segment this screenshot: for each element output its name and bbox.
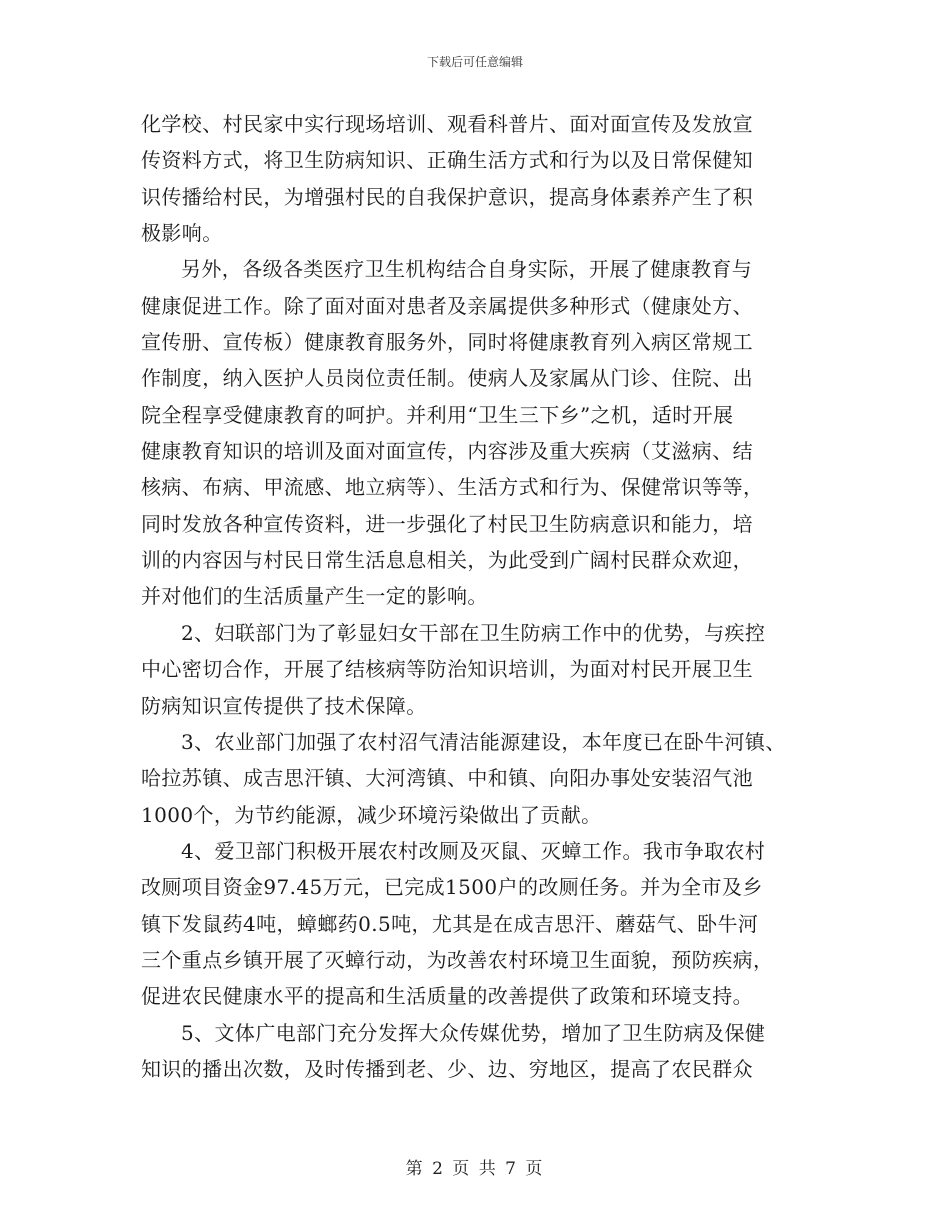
- text-line: 5、文体广电部门充分发挥大众传媒优势，增加了卫生防病及保健: [181, 1020, 766, 1045]
- text-line: 并对他们的生活质量产生一定的影响。: [141, 584, 488, 609]
- text-line: 院全程享受健康教育的呵护。并利用“卫生三下乡”之机，适时开展: [141, 402, 734, 427]
- page-header: 下载后可任意编辑: [426, 55, 523, 69]
- text-line: 健康促进工作。除了面对面对患者及亲属提供多种形式（健康处方、: [141, 293, 753, 318]
- page-footer: 第 2 页 共 7 页: [405, 1159, 545, 1179]
- text-line: 同时发放各种宣传资料，进一步强化了村民卫生防病意识和能力，培: [141, 511, 753, 536]
- text-line: 传资料方式，将卫生防病知识、正确生活方式和行为以及日常保健知: [141, 148, 753, 173]
- text-line: 训的内容因与村民日常生活息息相关，为此受到广阔村民群众欢迎，: [141, 548, 753, 573]
- text-line: 4、爱卫部门积极开展农村改厕及灭鼠、灭蟑工作。我市争取农村: [181, 838, 766, 863]
- text-line: 核病、布病、甲流感、地立病等）、生活方式和行为、保健常识等等，: [141, 475, 764, 500]
- text-line: 宣传册、宣传板）健康教育服务外，同时将健康教育列入病区常规工: [141, 330, 753, 355]
- text-line: 健康教育知识的培训及面对面宣传，内容涉及重大疾病（艾滋病、结: [141, 439, 753, 464]
- text-line: 化学校、村民家中实行现场培训、观看科普片、面对面宣传及发放宣: [141, 112, 753, 136]
- text-line: 极影响。: [141, 221, 223, 246]
- text-line: 三个重点乡镇开展了灭蟑行动，为改善农村环境卫生面貌，预防疾病，: [141, 947, 774, 972]
- text-line: 促进农民健康水平的提高和生活质量的改善提供了政策和环境支持。: [141, 984, 753, 1009]
- text-line: 2、妇联部门为了彰显妇女干部在卫生防病工作中的优势，与疾控: [181, 620, 766, 645]
- text-line: 识传播给村民，为增强村民的自我保护意识，提高身体素养产生了积: [141, 184, 753, 209]
- text-line: 1000个，为节约能源，减少环境污染做出了贡献。: [141, 802, 602, 827]
- text-line: 防病知识宣传提供了技术保障。: [141, 693, 427, 718]
- text-line: 中心密切合作，开展了结核病等防治知识培训，为面对村民开展卫生: [141, 657, 753, 682]
- text-line: 哈拉苏镇、成吉思汗镇、大河湾镇、中和镇、向阳办事处安装沼气池: [141, 766, 753, 791]
- text-line: 3、农业部门加强了农村沼气清洁能源建设，本年度已在卧牛河镇、: [181, 729, 786, 754]
- document-body: [141, 106, 821, 1087]
- text-line: 知识的播出次数，及时传播到老、少、边、穷地区，提高了农民群众: [141, 1056, 753, 1081]
- text-line: 改厕项目资金97.45万元，已完成1500户的改厕任务。并为全市及乡: [141, 875, 763, 900]
- text-line: 作制度，纳入医护人员岗位责任制。使病人及家属从门诊、住院、出: [141, 366, 753, 391]
- text-line: 镇下发鼠药4吨，蟑螂药0.5吨，尤其是在成吉思汗、蘑菇气、卧牛河: [141, 911, 759, 936]
- text-line: 另外，各级各类医疗卫生机构结合自身实际，开展了健康教育与: [181, 257, 753, 282]
